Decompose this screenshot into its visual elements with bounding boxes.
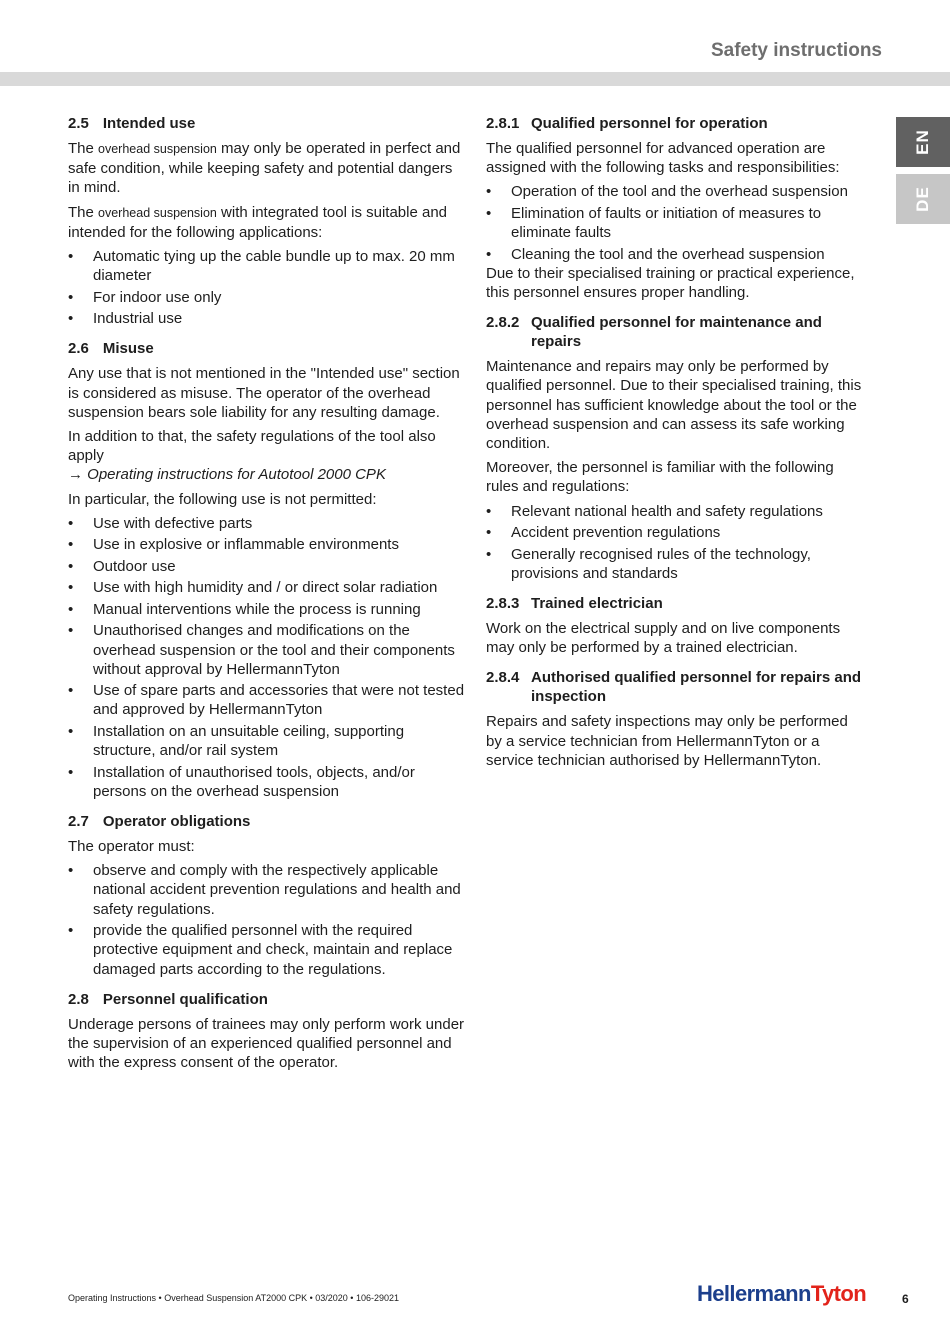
page-title: Safety instructions xyxy=(710,40,882,61)
section-heading xyxy=(68,339,468,358)
list-item: • Cleaning the tool and the overhead suspension xyxy=(486,245,866,264)
section-title: Authorised qualified personnel for repairs and inspection xyxy=(531,669,862,706)
bullet-list xyxy=(68,861,468,979)
section-title: Intended use xyxy=(102,115,196,132)
list-item: • Use with high humidity and / or direct solar radiation xyxy=(68,578,468,597)
section-authorised-personnel xyxy=(486,668,866,770)
section-trained-electrician xyxy=(486,594,866,657)
paragraph: Due to their specialised training or practical experience, this personnel ensures proper handling. xyxy=(486,264,855,302)
section-title: Qualified personnel for maintenance and repairs xyxy=(531,314,822,351)
brand-logo: HellermannTyton xyxy=(697,1281,867,1306)
list-item: • For indoor use only xyxy=(68,288,468,307)
section-title: Personnel qualification xyxy=(102,990,268,1008)
section-qualified-operation xyxy=(486,114,866,302)
header-bar xyxy=(0,72,950,86)
section-number: 2.8.1 xyxy=(486,115,520,132)
section-heading xyxy=(486,313,866,351)
section-operator-obligations xyxy=(68,812,468,979)
language-tab-en[interactable] xyxy=(896,117,950,167)
section-heading xyxy=(486,114,866,133)
bullet-list xyxy=(68,247,468,328)
paragraph: The operator must: xyxy=(68,838,195,856)
list-item: • Installation of unauthorised tools, objects, and/or persons on the overhead suspension xyxy=(68,763,468,801)
bullet-list xyxy=(68,514,468,801)
section-number: 2.8.4 xyxy=(486,669,520,687)
section-number: 2.7 xyxy=(68,813,89,831)
list-item: • Installation on an unsuitable ceiling, supporting structure, and/or rail system xyxy=(68,722,468,760)
section-number: 2.8.3 xyxy=(486,595,520,613)
list-item: • Automatic tying up the cable bundle up to max. 20 mm diameter xyxy=(68,247,468,285)
paragraph: Work on the electrical supply and on live components may only be performed by a trained electrician. xyxy=(486,620,841,657)
list-item: • Accident prevention regulations xyxy=(486,523,866,542)
page-number: 6 xyxy=(902,1292,909,1306)
list-item: • Relevant national health and safety regulations xyxy=(486,502,866,521)
list-item: • provide the qualified personnel with the required protective equipment and check, maintain and replace damaged parts according to the regulations. xyxy=(68,921,468,979)
list-item: • Manual interventions while the process is running xyxy=(68,600,468,619)
list-item: • Outdoor use xyxy=(68,557,468,576)
paragraph: In particular, the following use is not permitted: xyxy=(68,490,377,508)
paragraph: The qualified personnel for advanced operation are assigned with the following tasks and responsibilities: xyxy=(486,140,840,177)
paragraph: The overhead suspension may only be operated in perfect and safe condition, while keeping safety and potential dangers in mind. xyxy=(68,140,461,197)
list-item: • Operation of the tool and the overhead suspension xyxy=(486,182,866,201)
paragraph: In addition to that, the safety regulations of the tool also apply xyxy=(68,428,436,465)
language-tab-de[interactable] xyxy=(896,174,950,224)
section-heading xyxy=(68,990,468,1009)
list-item: • Use with defective parts xyxy=(68,514,468,533)
section-intended-use xyxy=(68,114,468,328)
section-number: 2.8 xyxy=(68,990,89,1008)
language-tab-en-label: EN xyxy=(913,129,932,155)
section-number: 2.5 xyxy=(68,115,89,132)
list-item: • Use of spare parts and accessories that were not tested and approved by HellermannTyton xyxy=(68,681,468,719)
list-item: • Elimination of faults or initiation of measures to eliminate faults xyxy=(486,204,866,242)
section-title: Qualified personnel for operation xyxy=(531,115,768,132)
paragraph: Moreover, the personnel is familiar with the following rules and regulations: xyxy=(486,459,834,496)
section-number: 2.6 xyxy=(68,340,89,358)
paragraph: Underage persons of trainees may only perform work under the supervision of an experienced qualified personnel and with the express consent of the operator. xyxy=(68,1015,465,1072)
section-title: Operator obligations xyxy=(102,813,251,831)
right-column xyxy=(486,114,866,781)
paragraph: Any use that is not mentioned in the "Intended use" section is considered as misuse. The operator of the overhead suspension bears sole liability for any resulting damage. xyxy=(68,365,460,421)
section-qualified-maintenance xyxy=(486,313,866,583)
paragraph: Repairs and safety inspections may only be performed by a service technician from HellermannTyton or a service technician authorised by HellermannTyton. xyxy=(486,713,848,769)
section-title: Trained electrician xyxy=(531,595,663,613)
list-item: • observe and comply with the respectively applicable national accident prevention regulations and health and safety regulations. xyxy=(68,861,468,919)
bullet-list xyxy=(486,182,866,263)
section-heading xyxy=(68,114,468,133)
left-column xyxy=(68,114,468,1083)
list-item: • Use in explosive or inflammable environments xyxy=(68,535,468,554)
section-heading xyxy=(68,812,468,831)
language-tab-de-label: DE xyxy=(913,186,932,212)
list-item: • Unauthorised changes and modifications on the overhead suspension or the tool and their components without approval by HellermannTyton xyxy=(68,621,468,679)
bullet-list xyxy=(486,502,866,583)
paragraph: The overhead suspension with integrated tool is suitable and intended for the following applications: xyxy=(68,203,448,241)
list-item: • Industrial use xyxy=(68,309,468,328)
section-title: Misuse xyxy=(102,340,154,358)
footer-document-info: Operating Instructions • Overhead Suspension AT2000 CPK • 03/2020 • 106-29021 xyxy=(68,1293,399,1303)
section-personnel-qualification xyxy=(68,990,468,1073)
reference-link[interactable]: → Operating instructions for Autotool 2000 CPK xyxy=(68,466,386,484)
section-number: 2.8.2 xyxy=(486,314,520,332)
paragraph: Maintenance and repairs may only be performed by qualified personnel. Due to their specialised training, this personnel has sufficient knowledge about the tool or the overhead suspension and can assess its safe working condition. xyxy=(486,358,862,453)
section-misuse xyxy=(68,339,468,801)
section-heading xyxy=(486,668,866,706)
list-item: • Generally recognised rules of the technology, provisions and standards xyxy=(486,545,866,583)
section-heading xyxy=(486,594,866,613)
